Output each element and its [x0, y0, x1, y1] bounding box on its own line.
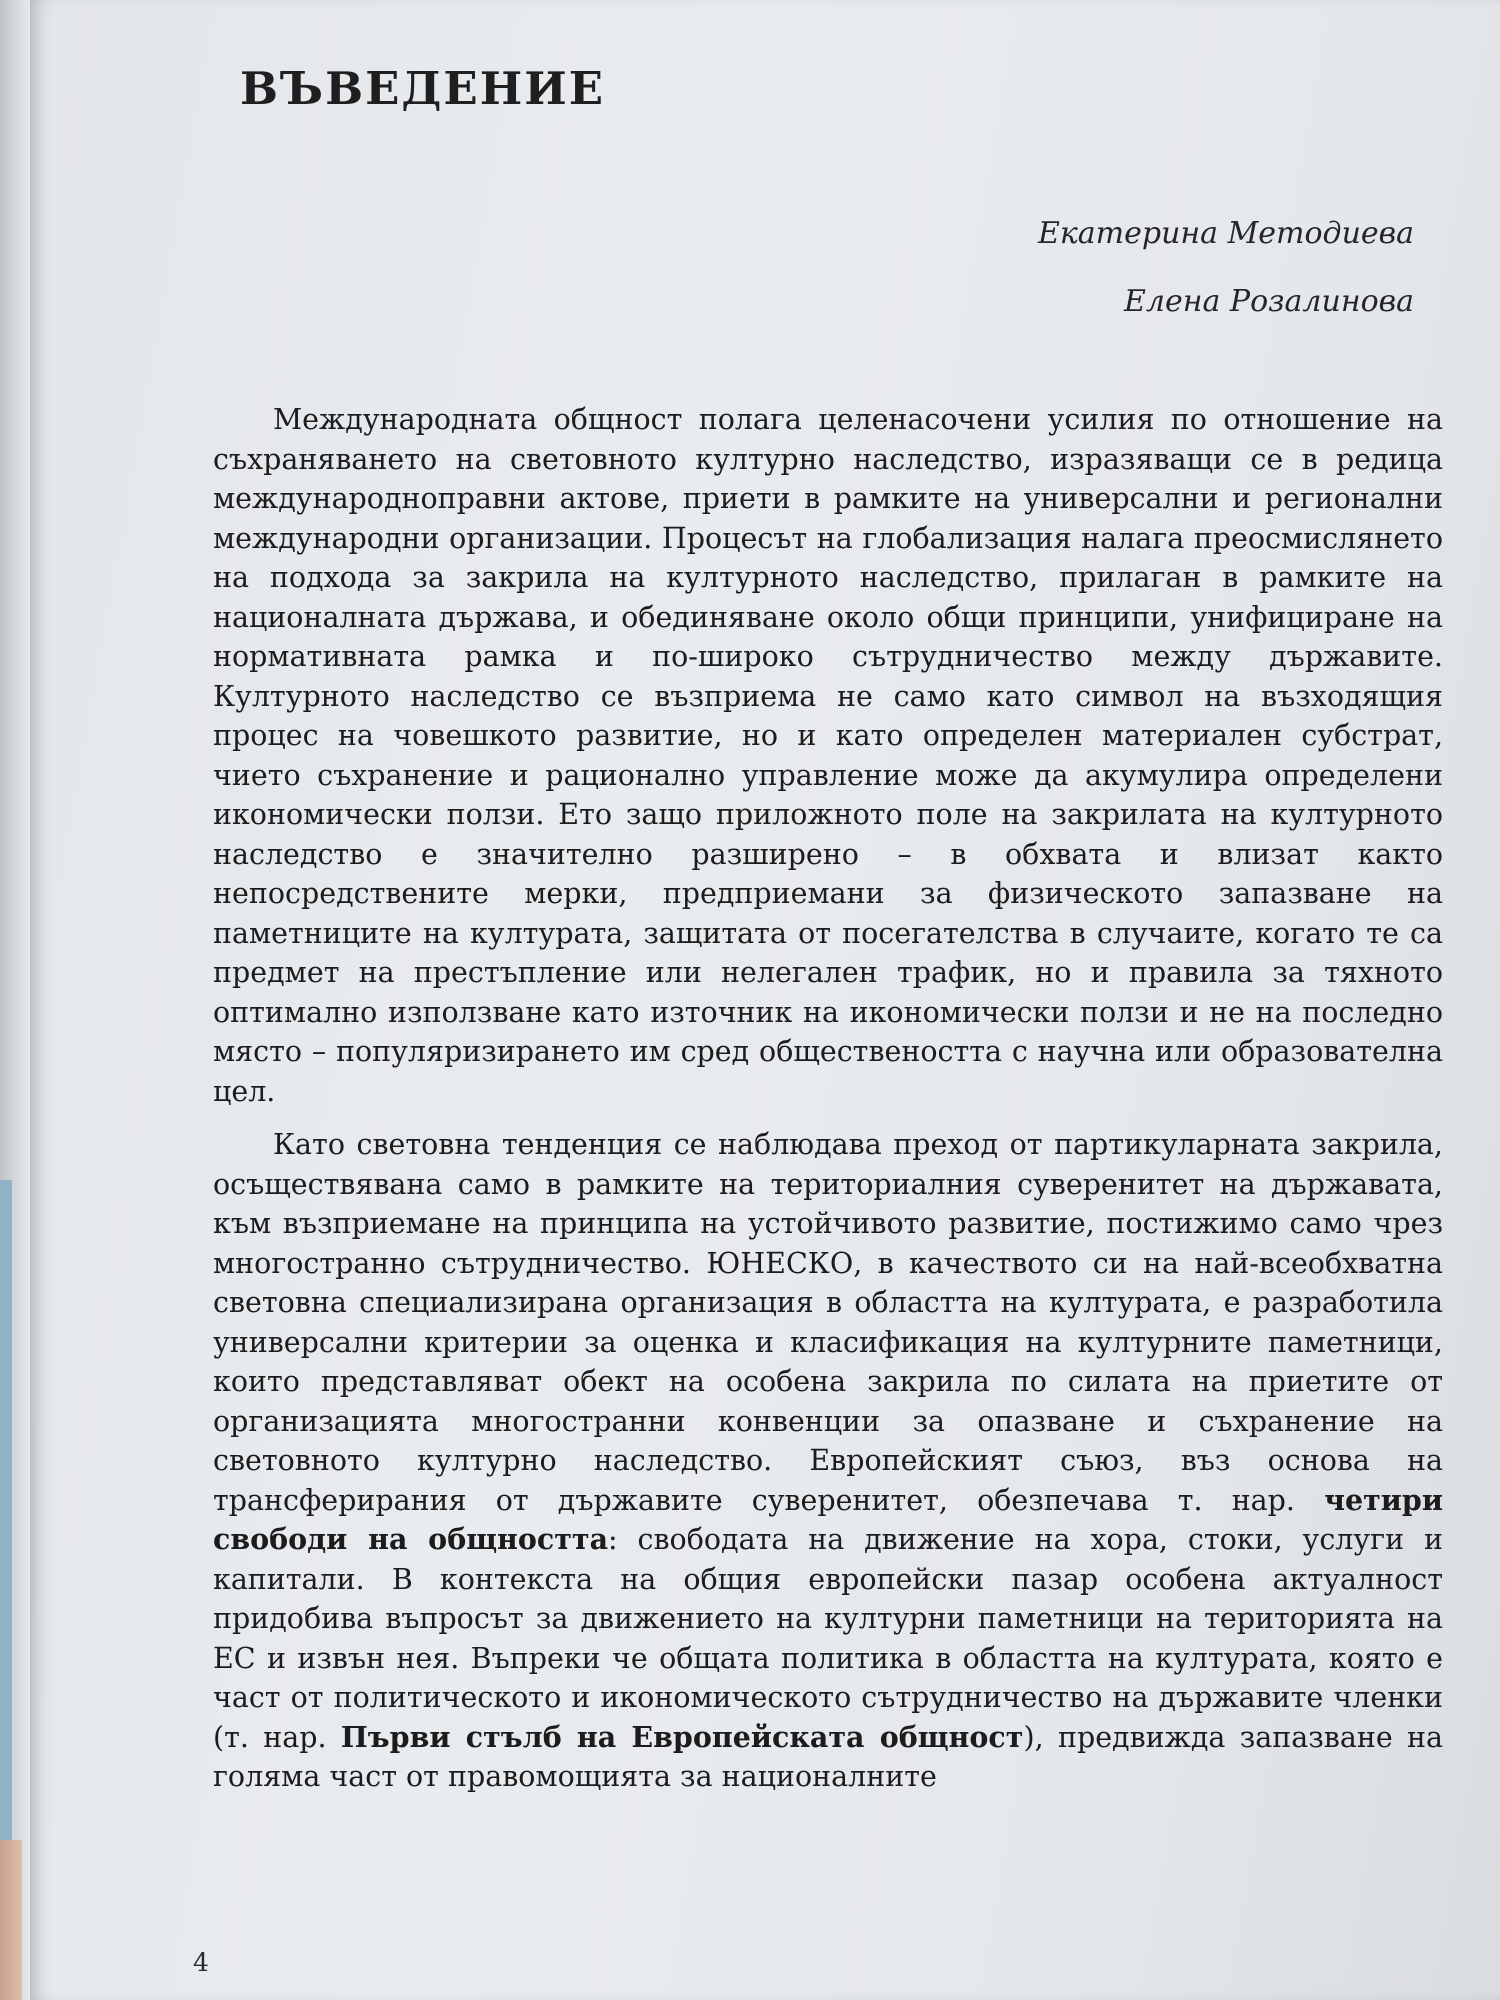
author-name: Екатерина Методиева	[1037, 216, 1414, 251]
chapter-title: ВЪВЕДЕНИЕ	[240, 62, 606, 115]
paragraph-text: Като световна тенденция се наблюдава преход от партикуларната закрила, осъществявана само в рамките на териториалния суверенитет на държавата, към възприемане на принципа на устойчивото развитие, постижимо само чрез многостранно сътрудничество. ЮНЕСКО, в качеството си на най-всеобхватна световна специализирана организация в областта на културата, е разработила универсални критерии за оценка и класификация на културните паметници, които представляват обект на особена закрила по силата на приетите от организацията многостранни конвенции за опазване и съхранение на световното културно наследство. Европейският съюз, въз основа на трансферирания от държавите суверенитет, обезпечава т. нар.	[213, 1128, 1443, 1517]
body-text	[213, 400, 1443, 1797]
bold-term: четири свободи на общността	[213, 1482, 1443, 1556]
paragraph	[213, 1125, 1443, 1797]
author-name: Елена Розалинова	[1123, 284, 1414, 319]
paragraph-text: ), предвижда запазване на голяма част от правомощията за националните	[213, 1720, 1444, 1793]
bold-term: Първи стълб на Европейската общност	[340, 1719, 1024, 1754]
finger	[0, 1840, 22, 2000]
book-page	[30, 0, 1500, 2000]
paragraph: Международната общност полага целенасочени усилия по отношение на съхраняването на световното културно наследство, изразяващи се в редица международноправни актове, приети в рамките на универсални и регионални международни организации. Процесът на глобализация налага преосмислянето на подхода за закрила на културното наследство, прилаган в рамките на националната държава, и обединяване около общи принципи, унифициране на нормативната рамка и по-широко сътрудничество между държавите. Културното наследство се възприема не само като символ на възходящия процес на човешкото развитие, но и като определен материален субстрат, чието съхранение и рационално управление може да акумулира определени икономически ползи. Ето защо приложното поле на закрилата на културното наследство е значително разширено – в обхвата и влизат както непосредствените мерки, предприемани за физическото запазване на паметниците на културата, защитата от посегателства в случаите, когато те са предмет на престъпление или нелегален трафик, но и правила за тяхното оптимално използване като източник на икономически ползи и не на последно място – популяризирането им сред обществеността с научна или образователна цел.	[213, 403, 1443, 1108]
authors-block	[1038, 200, 1414, 336]
paragraph-text: : свободата на движение на хора, стоки, услуги и капитали. В контекста на общия европейски пазар особена актуалност придобива въпросът за движението на културни паметници на територията на ЕС и извън нея. Въпреки че общата политика в областта на културата, която е част от политическото и икономическото сътрудничество на държавите членки (т. нар.	[213, 1523, 1443, 1754]
adjacent-page-edge	[0, 0, 30, 2000]
page-number: 4	[193, 1948, 209, 1977]
